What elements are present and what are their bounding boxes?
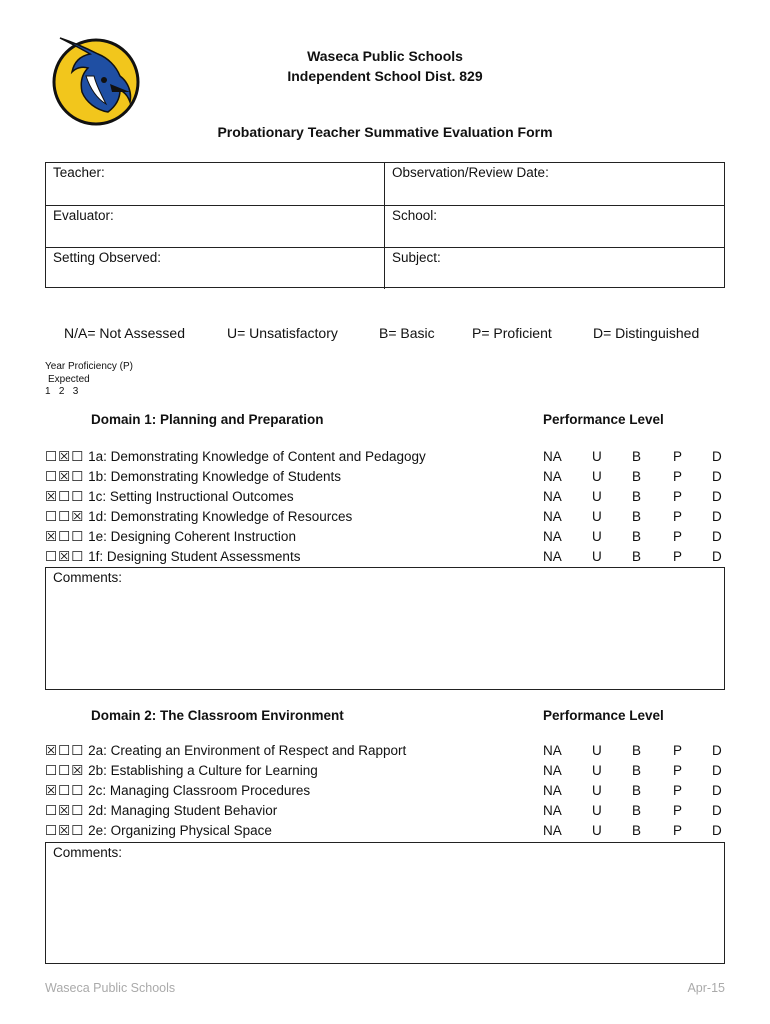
performance-option-na[interactable]: NA [543,449,562,464]
criterion-row [45,507,352,527]
criterion-label: 2d: Managing Student Behavior [88,803,278,818]
performance-option-p[interactable]: P [673,469,683,484]
year-checkboxes[interactable]: ☒☐☐ [45,529,85,544]
performance-option-b[interactable]: B [632,783,642,798]
performance-option-u[interactable]: U [592,489,602,504]
info-table [45,162,725,288]
performance-option-d[interactable]: D [712,823,722,838]
criterion-row [45,761,318,781]
setting-observed-field[interactable] [46,248,385,289]
performance-option-d[interactable]: D [712,763,722,778]
year-checkboxes[interactable]: ☐☒☐ [45,549,85,564]
performance-option-u[interactable]: U [592,823,602,838]
legend-d: D= Distinguished [593,325,700,341]
evaluator-label: Evaluator: [53,208,114,223]
performance-option-b[interactable]: B [632,489,642,504]
performance-option-d[interactable]: D [712,529,722,544]
performance-option-b[interactable]: B [632,803,642,818]
performance-option-d[interactable]: D [712,743,722,758]
criterion-row [45,467,341,487]
school-label: School: [392,208,438,223]
criterion-label: 1c: Setting Instructional Outcomes [88,489,294,504]
criterion-row [45,781,310,801]
performance-option-na[interactable]: NA [543,743,562,758]
evaluator-field[interactable] [46,206,385,247]
info-row [46,205,724,247]
legend-p: P= Proficient [472,325,552,341]
performance-option-d[interactable]: D [712,549,722,564]
teacher-label: Teacher: [53,165,105,180]
info-row [46,247,724,289]
observation-date-label: Observation/Review Date: [392,165,549,180]
performance-option-p[interactable]: P [673,803,683,818]
criterion-label: 1f: Designing Student Assessments [88,549,301,564]
domain-2-performance-label: Performance Level [543,708,664,723]
performance-option-d[interactable]: D [712,489,722,504]
criterion-label: 1a: Demonstrating Knowledge of Content and Pedagogy [88,449,426,464]
performance-option-na[interactable]: NA [543,803,562,818]
info-row [46,163,724,205]
performance-option-na[interactable]: NA [543,823,562,838]
performance-option-na[interactable]: NA [543,763,562,778]
performance-option-b[interactable]: B [632,549,642,564]
criterion-row [45,741,406,761]
form-title: Probationary Teacher Summative Evaluation Form [217,124,553,140]
performance-option-d[interactable]: D [712,469,722,484]
school-field[interactable] [385,206,725,247]
domain-2-comments-box[interactable] [45,842,725,964]
year-checkboxes[interactable]: ☒☐☐ [45,489,85,504]
performance-option-p[interactable]: P [673,509,683,524]
domain-1-comments-box[interactable] [45,567,725,690]
performance-option-b[interactable]: B [632,823,642,838]
legend-na: N/A= Not Assessed [64,325,186,341]
subject-field[interactable] [385,248,725,289]
subject-label: Subject: [392,250,441,265]
performance-option-na[interactable]: NA [543,469,562,484]
performance-option-u[interactable]: U [592,469,602,484]
performance-option-na[interactable]: NA [543,783,562,798]
domain-1-title: Domain 1: Planning and Preparation [91,412,324,427]
performance-option-p[interactable]: P [673,783,683,798]
criterion-row [45,821,272,841]
criterion-label: 1e: Designing Coherent Instruction [88,529,296,544]
observation-date-field[interactable] [385,163,725,205]
year-checkboxes[interactable]: ☐☒☐ [45,469,85,484]
year-proficiency-label: Year Proficiency (P) [45,361,133,372]
performance-option-d[interactable]: D [712,509,722,524]
year-checkboxes[interactable]: ☒☐☐ [45,783,85,798]
domain-2-title: Domain 2: The Classroom Environment [91,708,344,723]
performance-option-u[interactable]: U [592,549,602,564]
expected-label: Expected [48,374,90,385]
performance-option-u[interactable]: U [592,743,602,758]
performance-option-u[interactable]: U [592,763,602,778]
performance-option-u[interactable]: U [592,529,602,544]
criterion-row [45,447,426,467]
district-name: Waseca Public Schools [307,48,463,64]
performance-option-u[interactable]: U [592,803,602,818]
performance-option-na[interactable]: NA [543,509,562,524]
performance-option-na[interactable]: NA [543,549,562,564]
performance-option-p[interactable]: P [673,529,683,544]
performance-option-d[interactable]: D [712,449,722,464]
legend-b: B= Basic [379,325,435,341]
year-numbers: 1 2 3 [45,386,79,397]
performance-option-u[interactable]: U [592,509,602,524]
performance-option-p[interactable]: P [673,549,683,564]
criterion-row [45,527,296,547]
domain-1-performance-label: Performance Level [543,412,664,427]
teacher-field[interactable] [46,163,385,205]
performance-option-na[interactable]: NA [543,529,562,544]
year-checkboxes[interactable]: ☐☒☐ [45,803,85,818]
criterion-row [45,487,294,507]
performance-option-na[interactable]: NA [543,489,562,504]
criterion-row [45,547,300,567]
criterion-label: 1d: Demonstrating Knowledge of Resources [88,509,353,524]
performance-option-b[interactable]: B [632,449,642,464]
legend-u: U= Unsatisfactory [227,325,338,341]
year-checkboxes[interactable]: ☒☐☐ [45,743,85,758]
performance-option-u[interactable]: U [592,449,602,464]
performance-option-d[interactable]: D [712,803,722,818]
performance-option-b[interactable]: B [632,509,642,524]
district-number: Independent School Dist. 829 [287,68,483,84]
criterion-row [45,801,277,821]
criterion-label: 2c: Managing Classroom Procedures [88,783,311,798]
year-checkboxes[interactable]: ☐☒☐ [45,449,85,464]
criterion-label: 2e: Organizing Physical Space [88,823,272,838]
performance-option-p[interactable]: P [673,763,683,778]
performance-option-d[interactable]: D [712,783,722,798]
performance-option-b[interactable]: B [632,743,642,758]
comments-label: Comments: [53,570,123,585]
footer-school: Waseca Public Schools [45,981,176,995]
performance-option-p[interactable]: P [673,489,683,504]
criterion-label: 2a: Creating an Environment of Respect and Rapport [88,743,407,758]
performance-option-u[interactable]: U [592,783,602,798]
criterion-label: 1b: Demonstrating Knowledge of Students [88,469,341,484]
performance-option-p[interactable]: P [673,743,683,758]
comments-label: Comments: [53,845,123,860]
performance-option-b[interactable]: B [632,529,642,544]
year-checkboxes[interactable]: ☐☐☒ [45,509,85,524]
performance-option-p[interactable]: P [673,823,683,838]
performance-option-b[interactable]: B [632,763,642,778]
criterion-label: 2b: Establishing a Culture for Learning [88,763,318,778]
performance-option-b[interactable]: B [632,469,642,484]
year-checkboxes[interactable]: ☐☒☐ [45,823,85,838]
year-checkboxes[interactable]: ☐☐☒ [45,763,85,778]
performance-option-p[interactable]: P [673,449,683,464]
setting-observed-label: Setting Observed: [53,250,162,265]
footer-date: Apr-15 [687,981,725,995]
